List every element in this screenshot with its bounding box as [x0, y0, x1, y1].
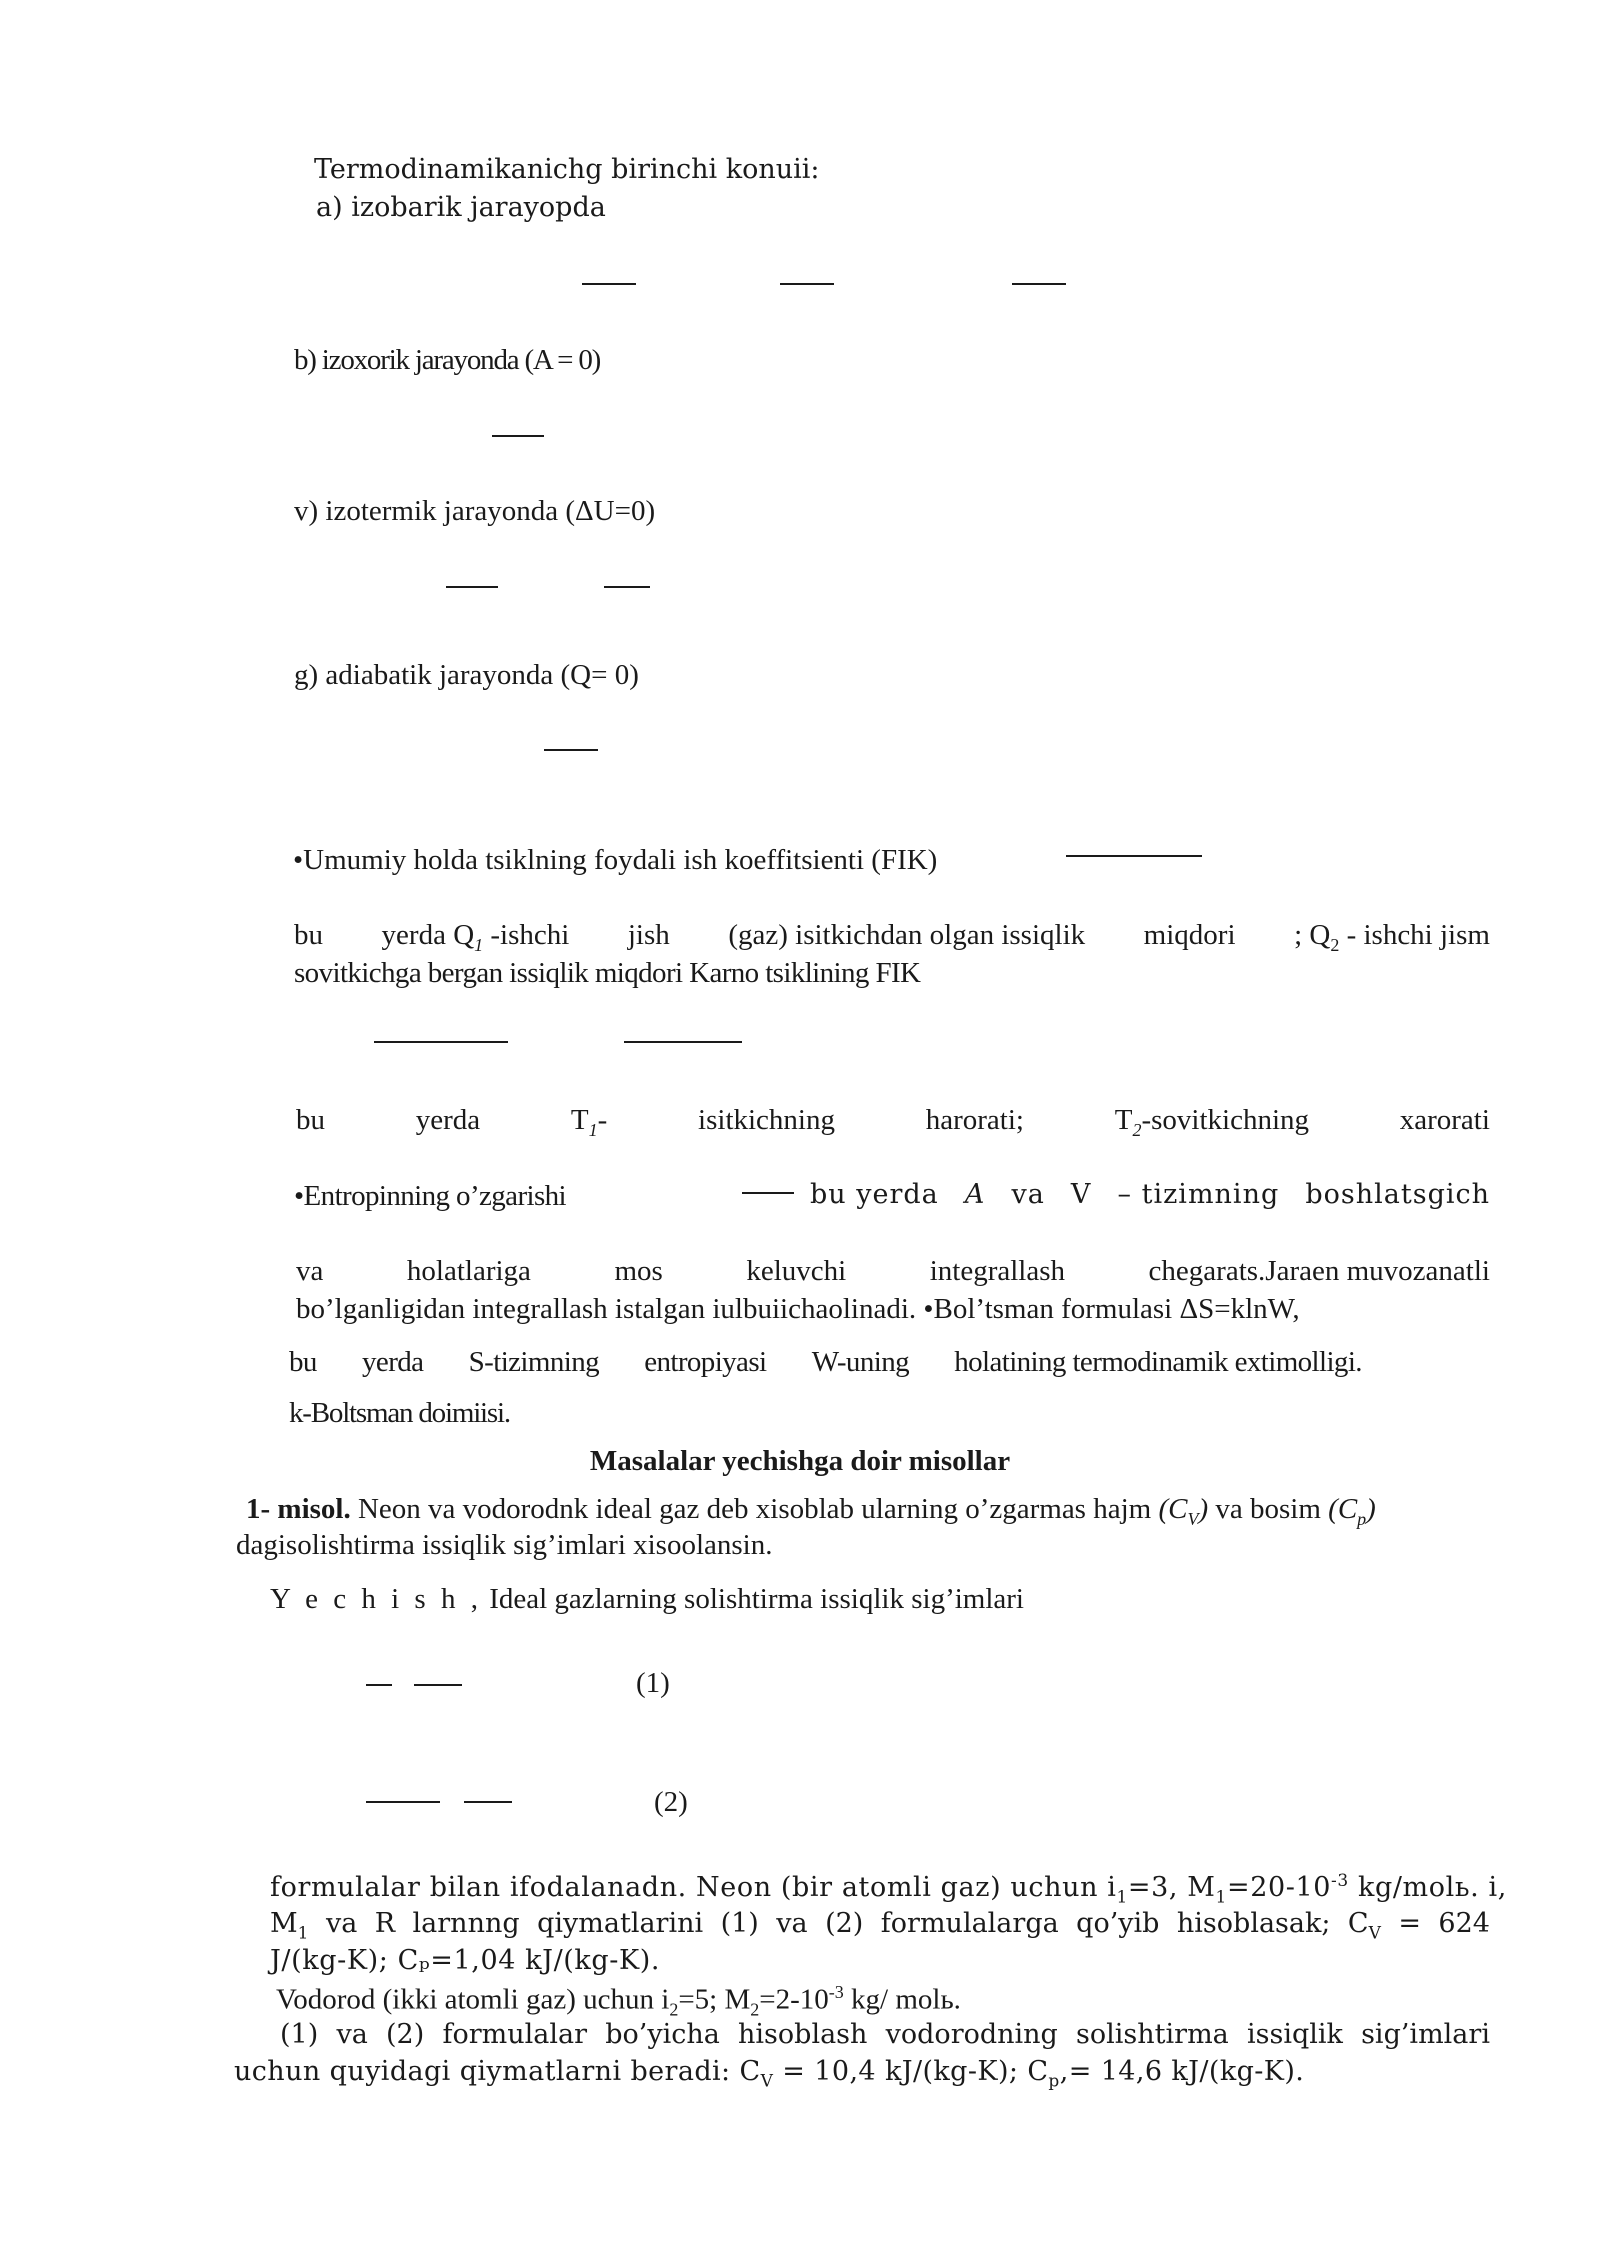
- subscript: 2: [1132, 1119, 1142, 1140]
- section-title: Termodinamikanichg birinchi konuii:: [314, 154, 820, 185]
- entropy-line-1-rest: [810, 1179, 1490, 1211]
- answer-line-5: [280, 2019, 1490, 2051]
- solution-word: Y e c h i s h ,: [270, 1583, 482, 1615]
- text: W-uning: [811, 1346, 909, 1378]
- entropy-heading: •Entropinning o’zgarishi: [294, 1180, 567, 1212]
- text: yerda: [362, 1346, 424, 1378]
- example-1-line-2: dagisolishtirma issiqlik sig’imlari xisoolansin.: [236, 1529, 773, 1561]
- problems-heading: Masalalar yechishga doir misollar: [589, 1445, 1011, 1477]
- fraction-bar: [464, 1801, 512, 1803]
- fraction-bar: [780, 283, 834, 285]
- example-label: 1- misol.: [246, 1493, 351, 1525]
- fik-heading: •Umumiy holda tsiklning foydali ish koeffitsienti (FIK): [293, 844, 938, 876]
- subscript: 2: [1330, 934, 1340, 955]
- text: bu yerda: [810, 1179, 939, 1210]
- fraction-bar: [366, 1801, 440, 1803]
- text: va: [296, 1255, 324, 1287]
- equation-number-2: (2): [654, 1786, 688, 1818]
- fraction-bar: [604, 586, 650, 588]
- fraction-bar: [414, 1684, 462, 1686]
- text: (1): [720, 1908, 759, 1939]
- text: holatlariga: [406, 1255, 531, 1287]
- fik-line-2: sovitkichga bergan issiqlik miqdori Karno tsiklining FIK: [294, 957, 921, 989]
- text: solishtirma: [1076, 2019, 1229, 2050]
- text: holatining termodinamik extimolligi.: [954, 1346, 1362, 1378]
- text: Neon va vodorodnk ideal gaz deb xisoblab ularning o’zgarmas hajm: [350, 1493, 1159, 1525]
- entropy-line-3: bo’lganligidan integrallash istalgan iulbuiichaolinadi. •Bol’tsman formulasi ΔS=klnW,: [296, 1293, 1300, 1325]
- fraction-bar: [366, 1684, 392, 1686]
- text: boshlatsgich: [1305, 1179, 1490, 1210]
- text: larnnng: [412, 1908, 520, 1939]
- text: (2): [386, 2019, 425, 2050]
- entropy-line-2: [296, 1254, 1490, 1289]
- text: (2): [825, 1908, 864, 1939]
- text: =: [1398, 1908, 1421, 1939]
- item-a-label: a) izobarik jarayopda: [316, 192, 606, 223]
- cp-symbol: $(C_p)$: [1328, 1493, 1376, 1529]
- text: isitkichning: [698, 1104, 835, 1136]
- text: Ideal gazlarning solishtirma issiqlik sig’imlari: [481, 1583, 1024, 1615]
- text: va bosim: [1208, 1493, 1329, 1525]
- subscript: 1: [588, 1119, 598, 1140]
- text: A: [964, 1179, 986, 1210]
- example-1-line-1: [246, 1492, 1376, 1530]
- text: va: [325, 1908, 358, 1939]
- fraction-bar: [742, 1192, 794, 1194]
- entropy-line-4: [289, 1345, 1362, 1380]
- text: hisoblash: [738, 2019, 868, 2050]
- solution-line: [270, 1582, 1024, 1617]
- text: bu: [289, 1346, 317, 1378]
- text: V: [1070, 1179, 1092, 1210]
- text: chegarats.Jaraen muvozanatli: [1148, 1255, 1490, 1287]
- text: formulalarga: [880, 1908, 1059, 1939]
- subscript: 1: [474, 934, 484, 955]
- text: issiqlik: [1246, 2019, 1343, 2050]
- text: bu: [294, 919, 323, 951]
- answer-line-1: formulalar bilan ifodalanadn. Neon (bir atomli gaz) uchun $i_1=3$, $M_1=20-10^{-3}$ kg/molь. i,: [270, 1871, 1507, 1908]
- text: va: [336, 2019, 368, 2050]
- entropy-line-5: k-Boltsman doimiisi.: [289, 1397, 510, 1429]
- text: integrallash: [929, 1255, 1066, 1287]
- text: entropiyasi: [644, 1346, 767, 1378]
- text: va: [776, 1908, 808, 1939]
- fraction-bar: [446, 586, 498, 588]
- answer-line-6: uchun quyidagi qiymatlarni beradi: $C_V = 10,4$ kJ/(kg-K); $C_p,= 14,6$ kJ/(kg-K).: [234, 2056, 1305, 2092]
- text: va: [1011, 1179, 1045, 1210]
- fik-line-1: [294, 918, 1490, 956]
- text: sig’imlari: [1361, 2019, 1490, 2050]
- fraction-bar: [374, 1041, 508, 1043]
- answer-line-4: Vodorod (ikki atomli gaz) uchun $i_2=5$; $M_2=2-10^{-3}$ kg/ molь.: [276, 1982, 961, 2020]
- text: xarorati: [1399, 1104, 1490, 1136]
- text: jish: [627, 919, 670, 951]
- text: (gaz) isitkichdan olgan issiqlik: [728, 919, 1086, 951]
- answer-line-3: J/(kg-K); Cₚ=1,04 kJ/(kg-K).: [270, 1945, 661, 1976]
- text: $T_2$-sovitkichning: [1114, 1104, 1309, 1140]
- text: R: [374, 1908, 396, 1939]
- fraction-bar: [624, 1041, 742, 1043]
- fraction-bar: [544, 749, 598, 751]
- answer-line-2: [270, 1908, 1490, 1944]
- text: $C_V$: [1347, 1908, 1381, 1944]
- text: yerda: [415, 1104, 481, 1136]
- fraction-bar: [492, 435, 544, 437]
- text: ; $Q_2$ - ishchi jism: [1294, 919, 1490, 955]
- text: miqdori: [1143, 919, 1236, 951]
- text: yerda $Q_1$ -ishchi: [381, 919, 570, 955]
- fik-line-3: [296, 1103, 1490, 1141]
- text: mos: [614, 1255, 663, 1287]
- text: qiymatlarini: [537, 1908, 704, 1939]
- text: bo’yicha: [605, 2019, 720, 2050]
- text: formulalar: [442, 2019, 587, 2050]
- text: hisoblasak;: [1176, 1908, 1331, 1939]
- text: (1): [280, 2019, 319, 2050]
- item-b-label: b) izoxorik jarayonda (A = 0): [294, 344, 601, 376]
- text: keluvchi: [746, 1255, 847, 1287]
- text: qo’yib: [1076, 1908, 1160, 1939]
- text: – tizimning: [1117, 1179, 1280, 1210]
- fraction-bar: [1066, 855, 1202, 857]
- fraction-bar: [582, 283, 636, 285]
- equation-number-1: (1): [636, 1667, 670, 1699]
- cv-symbol: $(C_V)$: [1158, 1493, 1209, 1529]
- fraction-bar: [1012, 283, 1066, 285]
- text: $T_1-$: [570, 1104, 608, 1140]
- text: harorati;: [925, 1104, 1024, 1136]
- text: bu: [296, 1104, 325, 1136]
- text: 624: [1438, 1908, 1490, 1939]
- item-g-label: g) adiabatik jarayonda (Q= 0): [294, 659, 639, 691]
- item-v-label: v) izotermik jarayonda (ΔU=0): [294, 495, 656, 527]
- text: vodorodning: [885, 2019, 1058, 2050]
- text: S-tizimning: [468, 1346, 599, 1378]
- text: $M_1$: [270, 1908, 309, 1944]
